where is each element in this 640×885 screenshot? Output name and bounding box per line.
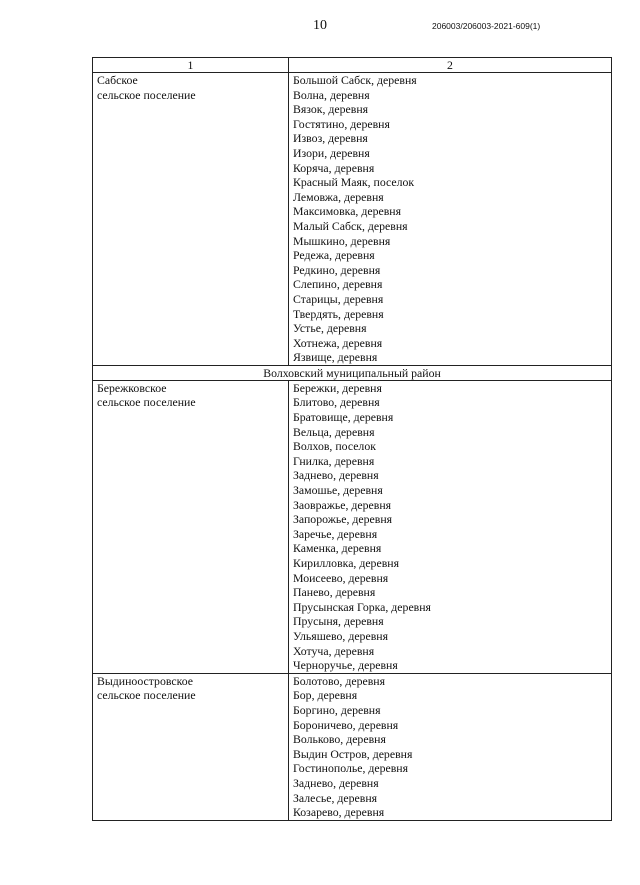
- village-item: Редежа, деревня: [293, 248, 375, 263]
- village-item: Выдин Остров, деревня: [293, 746, 413, 761]
- village-item: Вольково, деревня: [293, 732, 386, 747]
- village-item: Кирилловка, деревня: [293, 556, 400, 570]
- table-body: [93, 73, 612, 821]
- settlement-row: [93, 380, 612, 673]
- page-number: 10: [313, 18, 327, 33]
- settlement-row: [93, 73, 612, 366]
- village-item: Волна, деревня: [293, 87, 370, 102]
- village-item: Старицы, деревня: [293, 291, 384, 306]
- village-item: Бережки, деревня: [293, 380, 382, 395]
- settlement-name-line: Выдиноостровское: [97, 673, 193, 688]
- column-header-1: 1: [93, 58, 289, 73]
- villages-cell: [289, 673, 612, 820]
- village-item: Волхов, поселок: [293, 439, 376, 454]
- table-header-row: [93, 58, 612, 73]
- settlement-name-cell: [93, 673, 289, 820]
- village-item: Запорожье, деревня: [293, 512, 393, 527]
- village-item: Боргино, деревня: [293, 702, 381, 717]
- village-item: Извоз, деревня: [293, 131, 368, 146]
- village-item: Заднево, деревня: [293, 468, 379, 483]
- village-item: Вязок, деревня: [293, 102, 369, 117]
- district-name: Волховский муниципальный район: [93, 365, 612, 380]
- village-item: Братовище, деревня: [293, 410, 394, 425]
- settlement-name-cell: [93, 380, 289, 673]
- village-item: Хотнежа, деревня: [293, 335, 383, 350]
- villages-cell: [289, 380, 612, 673]
- village-item: Козарево, деревня: [293, 805, 385, 820]
- village-item: Коряча, деревня: [293, 160, 375, 175]
- village-item: Заречье, деревня: [293, 526, 378, 541]
- settlements-table: [92, 57, 612, 821]
- village-item: Ульяшево, деревня: [293, 628, 389, 643]
- village-item: Изори, деревня: [293, 145, 370, 160]
- village-item: Хотуча, деревня: [293, 643, 375, 658]
- settlement-row: [93, 673, 612, 820]
- village-item: Заовражье, деревня: [293, 497, 392, 512]
- document-reference: 206003/206003-2021-609(1): [432, 21, 541, 31]
- village-item: Бороничево, деревня: [293, 717, 399, 732]
- village-item: Максимовка, деревня: [293, 204, 402, 219]
- village-item: Залесье, деревня: [293, 790, 378, 805]
- district-row: [93, 365, 612, 380]
- village-item: Заднево, деревня: [293, 775, 379, 790]
- village-item: Красный Маяк, поселок: [293, 175, 415, 190]
- column-header-2: 2: [289, 58, 612, 73]
- settlement-name-line: сельское поселение: [97, 688, 196, 703]
- settlement-name-cell: [93, 73, 289, 366]
- settlement-name-line: Бережковское: [97, 380, 167, 395]
- settlement-name-line: сельское поселение: [97, 395, 196, 410]
- village-item: Черноручье, деревня: [293, 658, 398, 673]
- village-item: Каменка, деревня: [293, 541, 382, 556]
- village-item: Болотово, деревня: [293, 673, 386, 688]
- settlement-name-line: Сабское: [97, 73, 138, 87]
- village-item: Малый Сабск, деревня: [293, 218, 408, 233]
- village-item: Язвище, деревня: [293, 350, 378, 365]
- village-item: Гостятино, деревня: [293, 116, 390, 131]
- village-item: Большой Сабск, деревня: [293, 73, 417, 87]
- village-item: Бор, деревня: [293, 688, 358, 703]
- village-item: Слепино, деревня: [293, 277, 383, 292]
- village-item: Замошье, деревня: [293, 483, 383, 498]
- village-item: Лемовжа, деревня: [293, 189, 384, 204]
- village-item: Гостинополье, деревня: [293, 761, 409, 776]
- villages-cell: [289, 73, 612, 366]
- settlement-name-line: сельское поселение: [97, 87, 196, 102]
- village-item: Мышкино, деревня: [293, 233, 391, 248]
- village-item: Редкино, деревня: [293, 262, 381, 277]
- village-item: Гнилка, деревня: [293, 453, 375, 468]
- village-item: Прусынская Горка, деревня: [293, 599, 431, 614]
- village-item: Твердять, деревня: [293, 306, 384, 321]
- village-item: Прусыня, деревня: [293, 614, 384, 629]
- village-item: Панево, деревня: [293, 585, 376, 600]
- village-item: Устье, деревня: [293, 321, 367, 336]
- village-item: Вельца, деревня: [293, 424, 375, 439]
- village-item: Блитово, деревня: [293, 395, 380, 410]
- village-item: Моисеево, деревня: [293, 570, 389, 585]
